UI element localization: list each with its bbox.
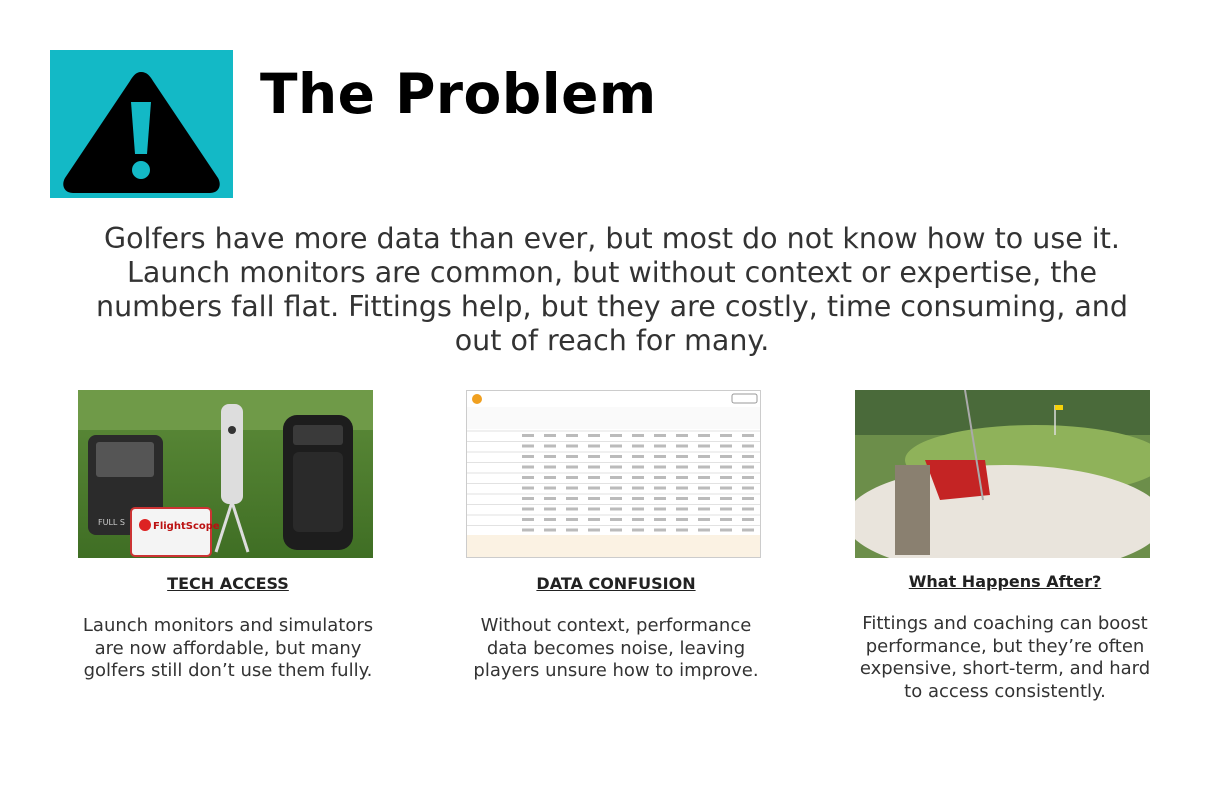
tech-access-description: Launch monitors and simulators are now affordable, but many golfers still don’t use them fully. xyxy=(82,615,374,681)
data-confusion-heading: DATA CONFUSION xyxy=(536,574,696,593)
launch-monitors-photo xyxy=(78,390,373,558)
what-happens-after-description: Fittings and coaching can boost performance, but they’re often expensive, short-term, and hard to access consistently. xyxy=(859,613,1151,702)
tech-access-heading: TECH ACCESS xyxy=(167,574,289,593)
golfer-bunker-photo xyxy=(855,390,1150,558)
column-data-confusion xyxy=(466,390,766,683)
data-confusion-description: Without context, performance data becomes noise, leaving players unsure how to improve. xyxy=(473,615,759,681)
launch-data-table-screenshot xyxy=(466,390,761,558)
what-happens-after-heading: What Happens After? xyxy=(908,572,1102,591)
column-what-happens-after xyxy=(855,390,1155,703)
column-tech-access xyxy=(78,390,378,683)
flightscope-logo-text: FlightScope xyxy=(153,521,220,532)
warning-banner xyxy=(50,50,233,198)
warning-triangle-icon xyxy=(50,50,233,198)
intro-paragraph: Golfers have more data than ever, but most do not know how to use it. Launch monitors are common, but without context or expertise, the numbers fall flat. Fittings help, but they are costly, time consuming, and out of reach for many. xyxy=(96,222,1128,357)
svg-text:FULL S: FULL S xyxy=(98,518,125,527)
page-title: The Problem xyxy=(260,62,657,126)
